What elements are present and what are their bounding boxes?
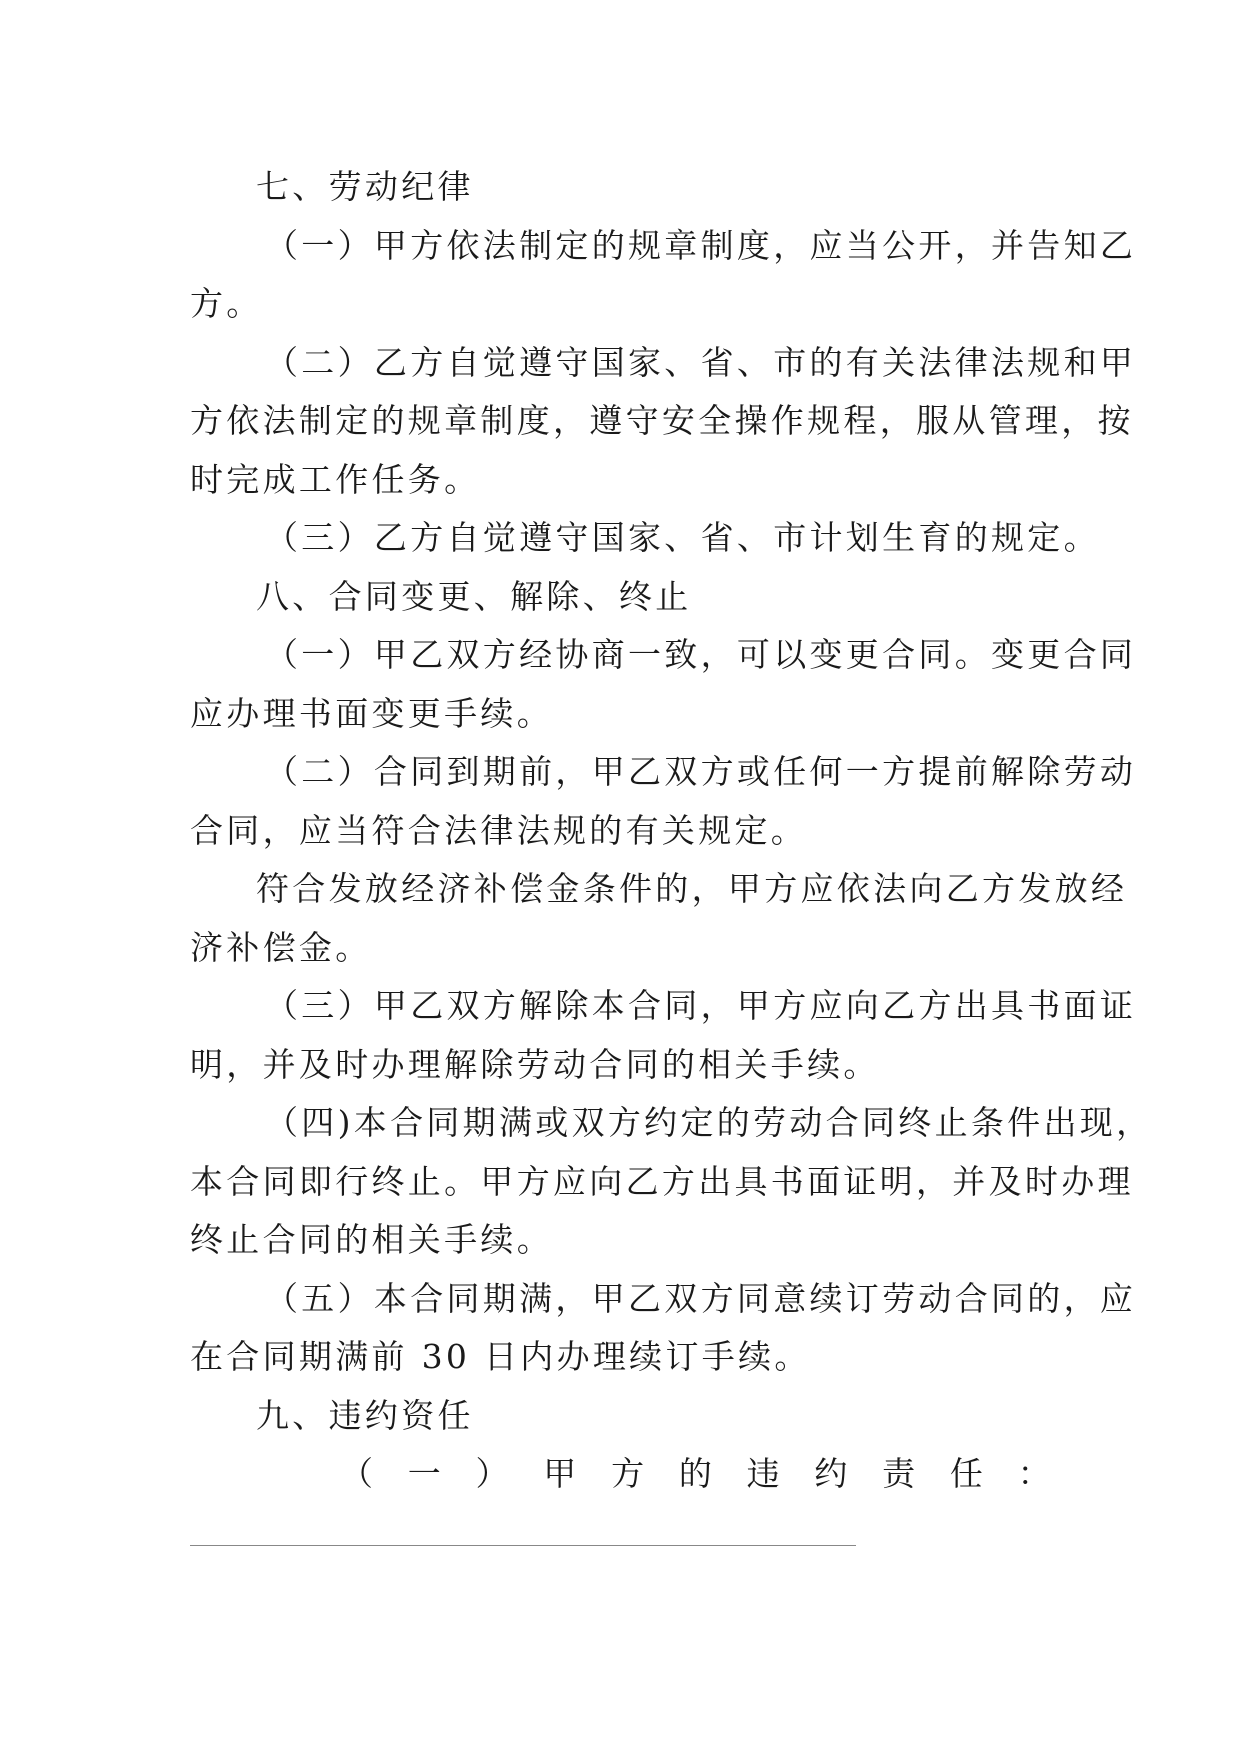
clause-char: 责 bbox=[882, 1454, 919, 1493]
clause-char: 的 bbox=[678, 1454, 716, 1493]
paragraph-line: （五）本合同期满，甲乙双方同意续订劳动合同的，应 bbox=[265, 1278, 1137, 1318]
clause-char: 任 bbox=[949, 1454, 987, 1493]
paragraph-line: 方依法制定的规章制度，遵守安全操作规程，服从管理，按 bbox=[190, 401, 1134, 440]
paragraph-line: （三）甲乙双方解除本合同，甲方应向乙方出具书面证 bbox=[265, 986, 1137, 1025]
clause-char: （ bbox=[340, 1454, 377, 1493]
paragraph-line: （二）合同到期前，甲乙双方或任何一方提前解除劳动 bbox=[265, 752, 1137, 791]
paragraph-line: （一）甲方依法制定的规章制度，应当公开，并告知乙 bbox=[265, 225, 1137, 265]
section-heading-8: 八、合同变更、解除、终止 bbox=[256, 576, 692, 616]
clause-char: 甲 bbox=[543, 1454, 580, 1493]
clause-char: 方 bbox=[611, 1454, 648, 1493]
paragraph-line: 在合同期满前 30 日内办理续订手续。 bbox=[190, 1337, 811, 1376]
clause-char: ） bbox=[475, 1454, 512, 1493]
document-body bbox=[190, 158, 1153, 1504]
clause-char: ： bbox=[1017, 1454, 1054, 1493]
bottom-rule-divider bbox=[190, 1545, 856, 1546]
paragraph-line: （二）乙方自觉遵守国家、省、市的有关法律法规和甲 bbox=[265, 342, 1137, 382]
paragraph-line: 方。 bbox=[190, 284, 263, 323]
paragraph-line: 济补偿金。 bbox=[190, 927, 372, 967]
paragraph-line: 本合同即行终止。甲方应向乙方出具书面证明，并及时办理 bbox=[190, 1161, 1134, 1201]
paragraph-line: 合同，应当符合法律法规的有关规定。 bbox=[190, 810, 808, 850]
section-heading-7: 七、劳动纪律 bbox=[256, 167, 474, 206]
paragraph-line: （一）甲乙双方经协商一致，可以变更合同。变更合同 bbox=[265, 635, 1137, 674]
paragraph-line: 明，并及时办理解除劳动合同的相关手续。 bbox=[190, 1044, 880, 1084]
paragraph-line: 符合发放经济补偿金条件的，甲方应依法向乙方发放经 bbox=[256, 869, 1128, 908]
clause-char: 违 bbox=[746, 1454, 783, 1493]
section-heading-9: 九、违约资任 bbox=[256, 1395, 474, 1435]
paragraph-line: （三）乙方自觉遵守国家、省、市计划生育的规定。 bbox=[265, 518, 1100, 557]
paragraph-line: 终止合同的相关手续。 bbox=[190, 1220, 553, 1259]
justified-clause-line bbox=[190, 1445, 1058, 1504]
clause-char: 一 bbox=[407, 1454, 445, 1493]
paragraph-line: 时完成工作任务。 bbox=[190, 459, 481, 499]
paragraph-line: （四)本合同期满或双方约定的劳动合同终止条件出现， bbox=[265, 1103, 1153, 1142]
clause-char: 约 bbox=[814, 1454, 851, 1493]
paragraph-line: 应办理书面变更手续。 bbox=[190, 693, 553, 733]
